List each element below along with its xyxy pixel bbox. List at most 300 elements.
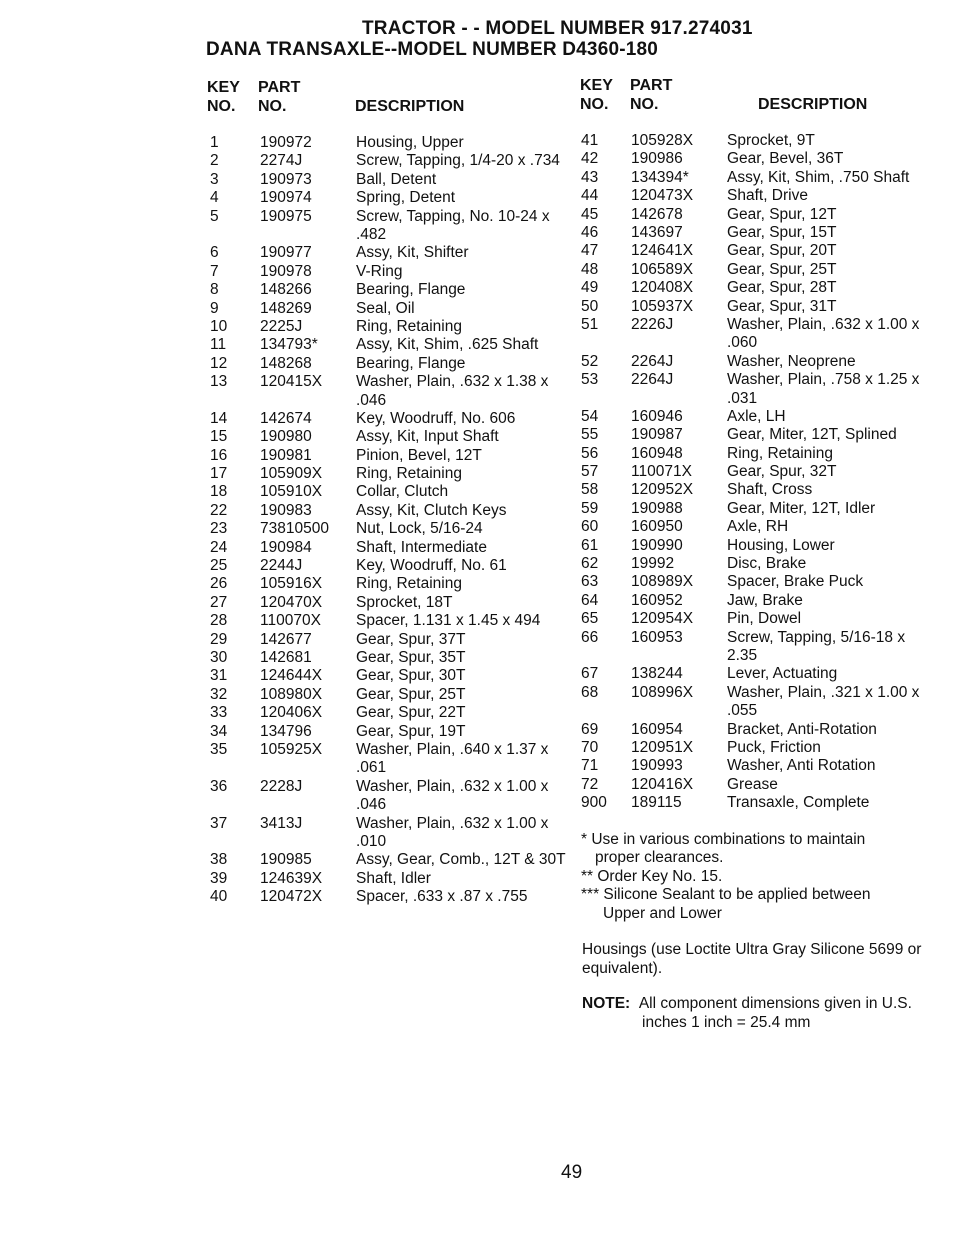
- key-header-line1: KEY: [207, 79, 240, 96]
- part-no-cell: 2225J: [260, 317, 303, 335]
- part-no-cell: 142681: [260, 648, 312, 666]
- part-no-cell: 190972: [260, 134, 312, 151]
- part-no-cell: 105909X: [260, 465, 323, 483]
- footnote-2: ** Order Key No. 15.: [581, 867, 723, 885]
- part-no-cell: 190987: [631, 426, 683, 444]
- table-row: [581, 445, 931, 463]
- table-row: [581, 757, 931, 775]
- description-cell: Ring, Retaining: [727, 444, 833, 462]
- part-no-cell: 148268: [260, 354, 312, 372]
- key-no-cell: 28: [210, 612, 228, 630]
- key-no-cell: 900: [581, 794, 607, 812]
- part-no-cell: 190988: [631, 499, 683, 517]
- table-row: [210, 189, 560, 207]
- key-no-cell: 66: [581, 628, 599, 646]
- parts-list-right: [581, 132, 931, 813]
- table-row: [581, 739, 931, 757]
- table-row: [210, 465, 560, 483]
- part-no-cell: 105928X: [631, 132, 694, 149]
- table-row: [210, 741, 560, 778]
- table-row: [581, 463, 931, 481]
- key-no-cell: 55: [581, 426, 599, 444]
- key-no-header-right: [580, 76, 613, 114]
- key-no-cell: 31: [210, 667, 228, 685]
- key-no-cell: 24: [210, 538, 228, 556]
- table-row: [210, 152, 560, 170]
- table-row: [581, 794, 931, 812]
- key-no-cell: 18: [210, 483, 228, 501]
- part-header-line2-right: NO.: [630, 96, 659, 113]
- key-no-cell: 38: [210, 851, 228, 869]
- key-no-cell: 51: [581, 315, 599, 333]
- description-cell: Gear, Miter, 12T, Idler: [727, 499, 876, 517]
- key-no-cell: 10: [210, 317, 228, 335]
- description-cell: Spacer, Brake Puck: [727, 573, 864, 591]
- description-cell: Gear, Spur, 30T: [356, 667, 466, 685]
- part-no-cell: 134796: [260, 722, 312, 740]
- description-cell: Gear, Spur, 25T: [727, 260, 837, 278]
- table-row: [210, 318, 560, 336]
- description-cell: Housing, Lower: [727, 536, 835, 554]
- part-no-cell: 108980X: [260, 685, 323, 703]
- part-no-cell: 105937X: [631, 297, 694, 315]
- description-cell: Shaft, Intermediate: [356, 538, 487, 556]
- key-no-cell: 72: [581, 775, 599, 793]
- table-row: [581, 371, 931, 408]
- part-no-cell: 190974: [260, 189, 312, 207]
- page-title: TRACTOR - - MODEL NUMBER 917.274031: [362, 18, 753, 39]
- key-no-header: [207, 78, 240, 116]
- key-no-cell: 16: [210, 446, 228, 464]
- table-row: [581, 224, 931, 242]
- description-cell: Pin, Dowel: [727, 610, 802, 628]
- description-cell: Gear, Spur, 25T: [356, 685, 466, 703]
- key-no-cell: 27: [210, 593, 228, 611]
- key-no-cell: 30: [210, 648, 228, 666]
- part-no-cell: 190981: [260, 446, 312, 464]
- table-row: [210, 778, 560, 815]
- key-no-cell: 46: [581, 223, 599, 241]
- description-cell: Gear, Miter, 12T, Splined: [727, 426, 897, 444]
- part-no-cell: 190985: [260, 851, 312, 869]
- table-row: [210, 263, 560, 281]
- description-cell: Assy, Kit, Shifter: [356, 244, 469, 262]
- key-no-cell: 13: [210, 373, 228, 391]
- key-no-cell: 59: [581, 499, 599, 517]
- key-no-cell: 65: [581, 610, 599, 628]
- key-no-cell: 44: [581, 187, 599, 205]
- part-no-cell: 2264J: [631, 352, 674, 370]
- description-cell: Ball, Detent: [356, 170, 437, 188]
- part-no-cell: 19992: [631, 555, 675, 573]
- part-no-cell: 160953: [631, 628, 683, 646]
- key-header-line2: NO.: [207, 98, 236, 115]
- table-row: [210, 815, 560, 852]
- part-no-cell: 190993: [631, 757, 683, 775]
- table-row: [210, 667, 560, 685]
- key-no-cell: 22: [210, 501, 228, 519]
- key-no-cell: 33: [210, 704, 228, 722]
- description-cell: Bearing, Flange: [356, 354, 466, 372]
- table-row: [210, 870, 560, 888]
- part-no-header-right: [630, 76, 672, 114]
- description-cell: Gear, Spur, 15T: [727, 223, 837, 241]
- key-no-cell: 2: [210, 152, 219, 170]
- description-cell: Axle, LH: [727, 407, 786, 425]
- part-no-cell: 73810500: [260, 520, 329, 538]
- table-row: [210, 300, 560, 318]
- key-no-cell: 26: [210, 575, 228, 593]
- description-cell: Pinion, Bevel, 12T: [356, 446, 482, 464]
- description-cell: Washer, Plain, .321 x 1.00 x .055: [727, 683, 920, 720]
- description-cell: Washer, Plain, .758 x 1.25 x .031: [727, 371, 920, 407]
- table-row: [210, 851, 566, 869]
- key-no-cell: 12: [210, 354, 228, 372]
- description-cell: Gear, Bevel, 36T: [727, 150, 844, 168]
- description-cell: Shaft, Cross: [727, 481, 813, 499]
- description-cell: Lever, Actuating: [727, 665, 838, 683]
- table-row: [581, 555, 931, 573]
- footnote-3-line2: Upper and Lower: [603, 904, 722, 922]
- part-no-cell: 124644X: [260, 667, 323, 685]
- description-header: DESCRIPTION: [355, 98, 465, 115]
- table-row: [581, 132, 931, 150]
- footnote-3-line1: *** Silicone Sealant to be applied between: [581, 886, 871, 904]
- table-row: [581, 610, 931, 628]
- table-row: [210, 631, 560, 649]
- description-cell: Gear, Spur, 20T: [727, 242, 837, 260]
- table-row: [581, 721, 931, 739]
- description-cell: Grease: [727, 775, 778, 793]
- part-no-cell: 160948: [631, 444, 683, 462]
- key-no-cell: 34: [210, 722, 228, 740]
- part-no-cell: 138244: [631, 665, 683, 683]
- table-row: [581, 206, 931, 224]
- key-no-cell: 7: [210, 262, 219, 280]
- description-cell: Spacer, 1.131 x 1.45 x 494: [356, 612, 541, 630]
- part-no-cell: 120951X: [631, 738, 694, 756]
- key-no-cell: 32: [210, 685, 228, 703]
- table-row: [210, 612, 560, 630]
- table-row: [581, 592, 931, 610]
- key-no-cell: 5: [210, 207, 219, 225]
- part-no-cell: 108989X: [631, 573, 694, 591]
- table-row: [581, 298, 931, 316]
- part-no-cell: 190978: [260, 262, 312, 280]
- part-no-cell: 120954X: [631, 610, 694, 628]
- table-row: [210, 171, 560, 189]
- part-no-cell: 160952: [631, 591, 683, 609]
- key-no-cell: 62: [581, 555, 599, 573]
- description-cell: Shaft, Drive: [727, 187, 808, 205]
- table-row: [210, 649, 560, 667]
- description-cell: Bracket, Anti-Rotation: [727, 720, 877, 738]
- table-row: [581, 684, 931, 721]
- part-no-cell: 110070X: [260, 612, 321, 630]
- key-no-cell: 53: [581, 371, 599, 389]
- part-no-cell: 2244J: [260, 557, 303, 575]
- description-cell: Collar, Clutch: [356, 483, 449, 501]
- part-no-cell: 189115: [631, 794, 682, 812]
- description-cell: Seal, Oil: [356, 299, 415, 317]
- part-no-cell: 134793*: [260, 336, 318, 354]
- description-cell: Shaft, Idler: [356, 869, 431, 887]
- description-cell: Gear, Spur, 12T: [727, 205, 837, 223]
- table-row: [581, 481, 931, 499]
- footnote-1-line2: proper clearances.: [595, 849, 724, 867]
- description-header-right: DESCRIPTION: [758, 96, 868, 113]
- part-no-cell: 160954: [631, 720, 683, 738]
- key-no-cell: 58: [581, 481, 599, 499]
- key-no-cell: 25: [210, 557, 228, 575]
- description-cell: Screw, Tapping, 5/16-18 x 2.35: [727, 628, 906, 664]
- description-cell: Washer, Plain, .632 x 1.00 x .060: [727, 315, 920, 352]
- table-row: [210, 355, 560, 373]
- key-no-cell: 4: [210, 189, 219, 207]
- description-cell: Ring, Retaining: [356, 575, 462, 593]
- description-cell: Gear, Spur, 28T: [727, 279, 837, 297]
- part-no-cell: 148269: [260, 299, 312, 317]
- part-no-cell: 124641X: [631, 242, 694, 260]
- description-cell: Screw, Tapping, 1/4-20 x .734: [356, 152, 560, 170]
- part-no-cell: 2274J: [260, 152, 303, 170]
- page-number: 49: [561, 1162, 583, 1183]
- description-cell: Washer, Anti Rotation: [727, 757, 876, 775]
- description-cell: Ring, Retaining: [356, 465, 462, 483]
- housings-note: Housings (use Loctite Ultra Gray Silicone 5699 or equivalent).: [582, 941, 922, 977]
- part-no-cell: 2226J: [631, 315, 674, 333]
- table-row: [581, 518, 931, 536]
- table-row: [210, 594, 560, 612]
- table-row: [581, 573, 931, 591]
- key-no-cell: 41: [581, 132, 599, 149]
- note-line1: All component dimensions given in U.S.: [638, 995, 912, 1012]
- table-row: [210, 410, 560, 428]
- key-no-cell: 49: [581, 279, 599, 297]
- part-no-cell: 120470X: [260, 593, 323, 611]
- key-header-line1-right: KEY: [580, 77, 613, 94]
- key-no-cell: 56: [581, 444, 599, 462]
- key-no-cell: 61: [581, 536, 599, 554]
- key-no-cell: 47: [581, 242, 599, 260]
- key-no-cell: 37: [210, 814, 228, 832]
- key-no-cell: 45: [581, 205, 599, 223]
- part-no-cell: 120408X: [631, 279, 694, 297]
- table-row: [210, 686, 560, 704]
- table-row: [581, 261, 931, 279]
- part-no-cell: 120416X: [631, 775, 694, 793]
- description-cell: Screw, Tapping, No. 10-24 x .482: [356, 207, 550, 243]
- dimension-note: [582, 994, 932, 1032]
- table-row: [581, 279, 931, 297]
- description-cell: Assy, Kit, Clutch Keys: [356, 501, 507, 519]
- description-cell: Key, Woodruff, No. 606: [356, 409, 516, 427]
- description-cell: Sprocket, 9T: [727, 132, 815, 149]
- table-row: [210, 502, 560, 520]
- part-header-line1: PART: [258, 79, 301, 96]
- table-row: [210, 557, 560, 575]
- description-cell: Ring, Retaining: [356, 317, 462, 335]
- footnotes: [581, 831, 871, 923]
- part-no-cell: 105910X: [260, 483, 323, 501]
- key-no-cell: 71: [581, 757, 599, 775]
- key-no-cell: 52: [581, 352, 599, 370]
- part-no-cell: 142677: [260, 630, 312, 648]
- key-no-cell: 57: [581, 463, 599, 481]
- description-cell: Puck, Friction: [727, 738, 821, 756]
- description-cell: Gear, Spur, 22T: [356, 704, 466, 722]
- part-no-cell: 124639X: [260, 869, 323, 887]
- description-cell: Washer, Plain, .640 x 1.37 x .061: [356, 740, 549, 777]
- footnote-1-line1: * Use in various combinations to maintain: [581, 831, 866, 848]
- part-no-cell: 110071X: [631, 463, 692, 481]
- key-no-cell: 60: [581, 518, 599, 536]
- table-row: [210, 704, 560, 722]
- key-no-cell: 63: [581, 573, 599, 591]
- key-no-cell: 68: [581, 683, 599, 701]
- table-row: [210, 281, 560, 299]
- key-no-cell: 36: [210, 777, 228, 795]
- key-no-cell: 69: [581, 720, 599, 738]
- key-no-cell: 50: [581, 297, 599, 315]
- key-no-cell: 9: [210, 299, 219, 317]
- table-row: [581, 537, 931, 555]
- key-no-cell: 48: [581, 260, 599, 278]
- part-no-cell: 105916X: [260, 575, 323, 593]
- description-cell: Assy, Kit, Shim, .625 Shaft: [356, 336, 539, 354]
- description-cell: Spacer, .633 x .87 x .755: [356, 888, 528, 906]
- key-no-cell: 15: [210, 428, 228, 446]
- part-no-cell: 143697: [631, 223, 683, 241]
- description-cell: Transaxle, Complete: [727, 794, 870, 812]
- part-no-cell: 3413J: [260, 814, 303, 832]
- page-subtitle: DANA TRANSAXLE--MODEL NUMBER D4360-180: [206, 39, 659, 60]
- key-no-cell: 70: [581, 738, 599, 756]
- table-row: [210, 520, 560, 538]
- parts-list-left: [210, 134, 566, 906]
- table-row: [581, 150, 931, 168]
- table-row: [210, 134, 560, 152]
- key-no-cell: 14: [210, 409, 228, 427]
- part-no-cell: 2264J: [631, 371, 674, 389]
- description-cell: Assy, Gear, Comb., 12T & 30T: [356, 851, 566, 869]
- part-no-cell: 190975: [260, 207, 312, 225]
- description-cell: Nut, Lock, 5/16-24: [356, 520, 483, 538]
- part-no-cell: 120472X: [260, 888, 323, 906]
- part-no-header: [258, 78, 300, 116]
- part-no-cell: 108996X: [631, 683, 694, 701]
- table-row: [210, 575, 560, 593]
- note-label: NOTE:: [582, 995, 631, 1012]
- table-row: [210, 539, 560, 557]
- part-no-cell: 160950: [631, 518, 683, 536]
- description-cell: Jaw, Brake: [727, 591, 803, 609]
- part-no-cell: 190984: [260, 538, 312, 556]
- part-no-cell: 190980: [260, 428, 312, 446]
- description-cell: Washer, Plain, .632 x 1.38 x .046: [356, 373, 549, 409]
- table-row: [581, 242, 931, 260]
- part-no-cell: 120952X: [631, 481, 694, 499]
- key-no-cell: 39: [210, 869, 228, 887]
- key-no-cell: 43: [581, 168, 599, 186]
- table-row: [581, 187, 931, 205]
- key-no-cell: 1: [210, 134, 219, 151]
- description-cell: Sprocket, 18T: [356, 593, 453, 611]
- description-cell: Disc, Brake: [727, 555, 807, 573]
- key-no-cell: 8: [210, 281, 219, 299]
- table-row: [210, 447, 560, 465]
- key-no-cell: 40: [210, 888, 228, 906]
- part-no-cell: 120415X: [260, 373, 323, 391]
- table-row: [581, 629, 931, 666]
- description-cell: Gear, Spur, 19T: [356, 722, 466, 740]
- part-no-cell: 160946: [631, 407, 683, 425]
- part-no-cell: 190973: [260, 170, 312, 188]
- part-no-cell: 190990: [631, 536, 683, 554]
- description-cell: Washer, Plain, .632 x 1.00 x .046: [356, 777, 549, 814]
- table-row: [210, 483, 560, 501]
- description-cell: Washer, Neoprene: [727, 352, 856, 370]
- part-no-cell: 148266: [260, 281, 312, 299]
- key-no-cell: 42: [581, 150, 599, 168]
- part-no-cell: 2228J: [260, 777, 303, 795]
- part-no-cell: 120473X: [631, 187, 694, 205]
- key-no-cell: 17: [210, 465, 228, 483]
- table-row: [210, 244, 560, 262]
- table-row: [210, 373, 560, 410]
- key-no-cell: 29: [210, 630, 228, 648]
- table-row: [210, 208, 560, 245]
- description-cell: Washer, Plain, .632 x 1.00 x .010: [356, 814, 549, 850]
- part-no-cell: 142678: [631, 205, 683, 223]
- description-cell: Assy, Kit, Shim, .750 Shaft: [727, 168, 910, 186]
- note-line2: inches 1 inch = 25.4 mm: [642, 1014, 811, 1031]
- description-cell: Axle, RH: [727, 518, 789, 536]
- part-header-line2: NO.: [258, 98, 287, 115]
- table-row: [210, 723, 560, 741]
- description-cell: Assy, Kit, Input Shaft: [356, 428, 499, 446]
- key-no-cell: 35: [210, 740, 228, 758]
- description-cell: Gear, Spur, 32T: [727, 463, 837, 481]
- table-row: [581, 353, 931, 371]
- table-row: [210, 428, 560, 446]
- description-cell: V-Ring: [356, 262, 403, 280]
- table-row: [581, 316, 931, 353]
- table-row: [581, 426, 931, 444]
- key-header-line2-right: NO.: [580, 96, 609, 113]
- table-row: [581, 169, 931, 187]
- table-row: [581, 665, 931, 683]
- part-header-line1-right: PART: [630, 77, 673, 94]
- part-no-cell: 120406X: [260, 704, 323, 722]
- key-no-cell: 3: [210, 170, 219, 188]
- table-row: [210, 336, 560, 354]
- key-no-cell: 54: [581, 407, 599, 425]
- part-no-cell: 190986: [631, 150, 683, 168]
- part-no-cell: 105925X: [260, 740, 323, 758]
- description-cell: Spring, Detent: [356, 189, 456, 207]
- table-row: [581, 500, 931, 518]
- description-cell: Bearing, Flange: [356, 281, 466, 299]
- part-no-cell: 190977: [260, 244, 312, 262]
- table-row: [581, 408, 931, 426]
- part-no-cell: 190983: [260, 501, 312, 519]
- description-cell: Housing, Upper: [356, 134, 464, 151]
- part-no-cell: 106589X: [631, 260, 694, 278]
- description-cell: Gear, Spur, 31T: [727, 297, 837, 315]
- key-no-cell: 11: [210, 336, 227, 354]
- table-row: [210, 888, 560, 906]
